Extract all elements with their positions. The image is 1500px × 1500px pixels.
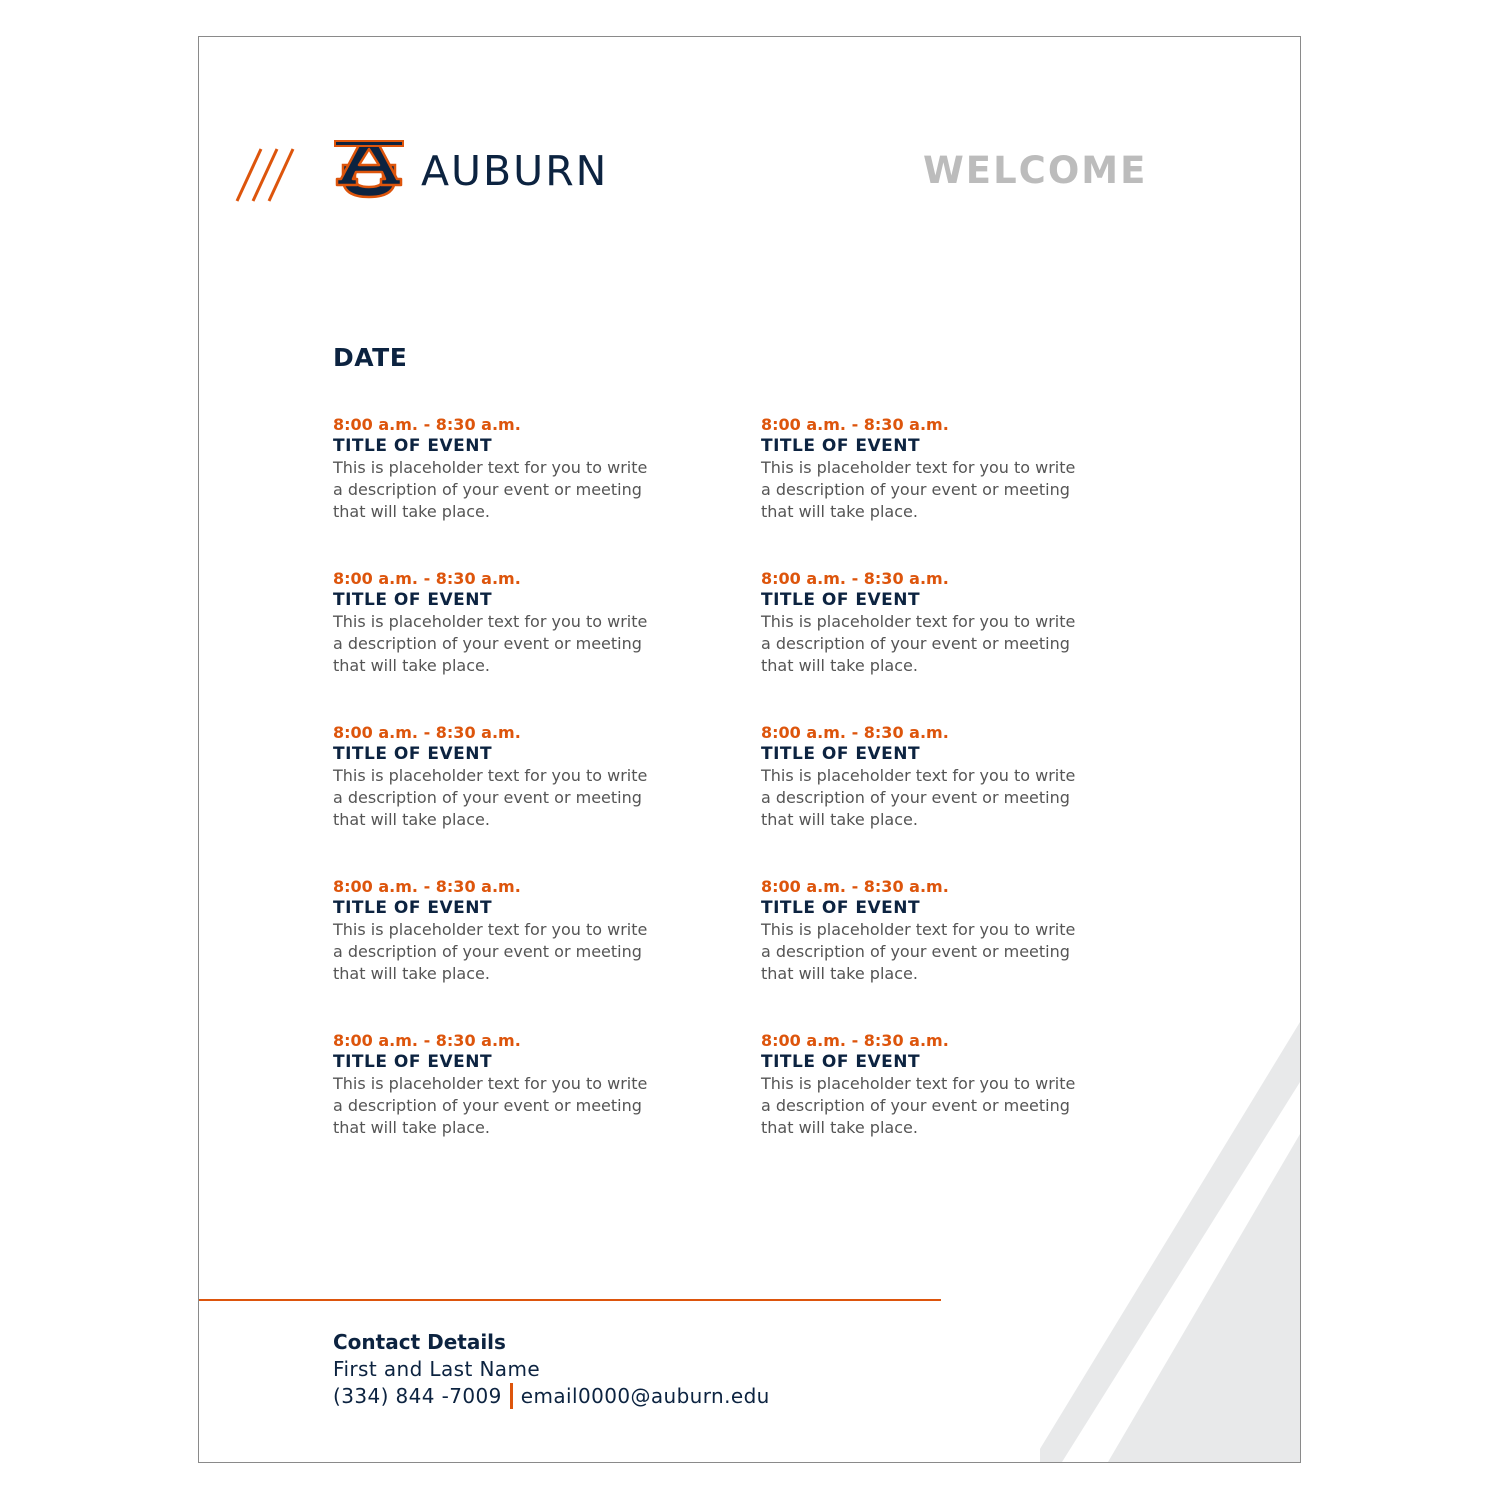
- contact-heading: Contact Details: [333, 1330, 506, 1354]
- event-time: 8:00 a.m. - 8:30 a.m.: [761, 877, 949, 896]
- event-schedule: [333, 414, 1113, 1140]
- event-item: [761, 568, 1113, 678]
- event-description: This is placeholder text for you to write a description of your event or meeting that will take place.: [761, 766, 1076, 829]
- event-time: 8:00 a.m. - 8:30 a.m.: [761, 723, 949, 742]
- event-title: TITLE OF EVENT: [761, 590, 921, 610]
- event-time: 8:00 a.m. - 8:30 a.m.: [333, 877, 521, 896]
- event-description: This is placeholder text for you to write a description of your event or meeting that will take place.: [761, 920, 1076, 983]
- gray-diagonal-stripes: [1040, 1022, 1300, 1462]
- event-title: TITLE OF EVENT: [761, 436, 921, 456]
- event-time: 8:00 a.m. - 8:30 a.m.: [761, 415, 949, 434]
- event-description: This is placeholder text for you to write a description of your event or meeting that will take place.: [761, 458, 1076, 521]
- event-description: This is placeholder text for you to write a description of your event or meeting that will take place.: [333, 1074, 648, 1137]
- auburn-au-logo-icon: [333, 139, 405, 201]
- orange-divider-bar: [510, 1383, 513, 1409]
- event-time: 8:00 a.m. - 8:30 a.m.: [761, 1031, 949, 1050]
- event-time: 8:00 a.m. - 8:30 a.m.: [333, 415, 521, 434]
- event-time: 8:00 a.m. - 8:30 a.m.: [333, 1031, 521, 1050]
- event-title: TITLE OF EVENT: [333, 744, 493, 764]
- event-title: TITLE OF EVENT: [333, 1052, 493, 1072]
- contact-name: First and Last Name: [333, 1357, 541, 1381]
- orange-slash-accent: [235, 147, 299, 203]
- event-description: This is placeholder text for you to write a description of your event or meeting that will take place.: [333, 612, 648, 675]
- event-item: [333, 568, 761, 678]
- event-time: 8:00 a.m. - 8:30 a.m.: [761, 569, 949, 588]
- contact-phone-email-line: [333, 1383, 770, 1410]
- event-title: TITLE OF EVENT: [333, 898, 493, 918]
- event-item: [761, 414, 1113, 524]
- event-title: TITLE OF EVENT: [761, 898, 921, 918]
- welcome-heading: WELCOME: [923, 149, 1148, 192]
- flyer-page: [198, 36, 1301, 1463]
- auburn-wordmark: AUBURN: [421, 147, 609, 195]
- event-title: TITLE OF EVENT: [761, 744, 921, 764]
- event-item: [333, 414, 761, 524]
- contact-phone: (334) 844 -7009: [333, 1384, 502, 1408]
- event-description: This is placeholder text for you to write a description of your event or meeting that will take place.: [333, 766, 648, 829]
- event-description: This is placeholder text for you to write a description of your event or meeting that will take place.: [761, 1074, 1076, 1137]
- event-item: [761, 876, 1113, 986]
- event-title: TITLE OF EVENT: [761, 1052, 921, 1072]
- event-time: 8:00 a.m. - 8:30 a.m.: [333, 569, 521, 588]
- event-description: This is placeholder text for you to write a description of your event or meeting that will take place.: [333, 458, 648, 521]
- contact-email[interactable]: email0000@auburn.edu: [520, 1384, 770, 1408]
- event-title: TITLE OF EVENT: [333, 436, 493, 456]
- event-item: [761, 722, 1113, 832]
- event-title: TITLE OF EVENT: [333, 590, 493, 610]
- footer-divider-rule: [199, 1299, 941, 1301]
- event-description: This is placeholder text for you to write a description of your event or meeting that will take place.: [761, 612, 1076, 675]
- event-description: This is placeholder text for you to write a description of your event or meeting that will take place.: [333, 920, 648, 983]
- contact-details: [333, 1329, 770, 1410]
- event-item: [333, 722, 761, 832]
- date-heading: DATE: [333, 343, 408, 372]
- event-time: 8:00 a.m. - 8:30 a.m.: [333, 723, 521, 742]
- event-item: [333, 1030, 761, 1140]
- event-item: [333, 876, 761, 986]
